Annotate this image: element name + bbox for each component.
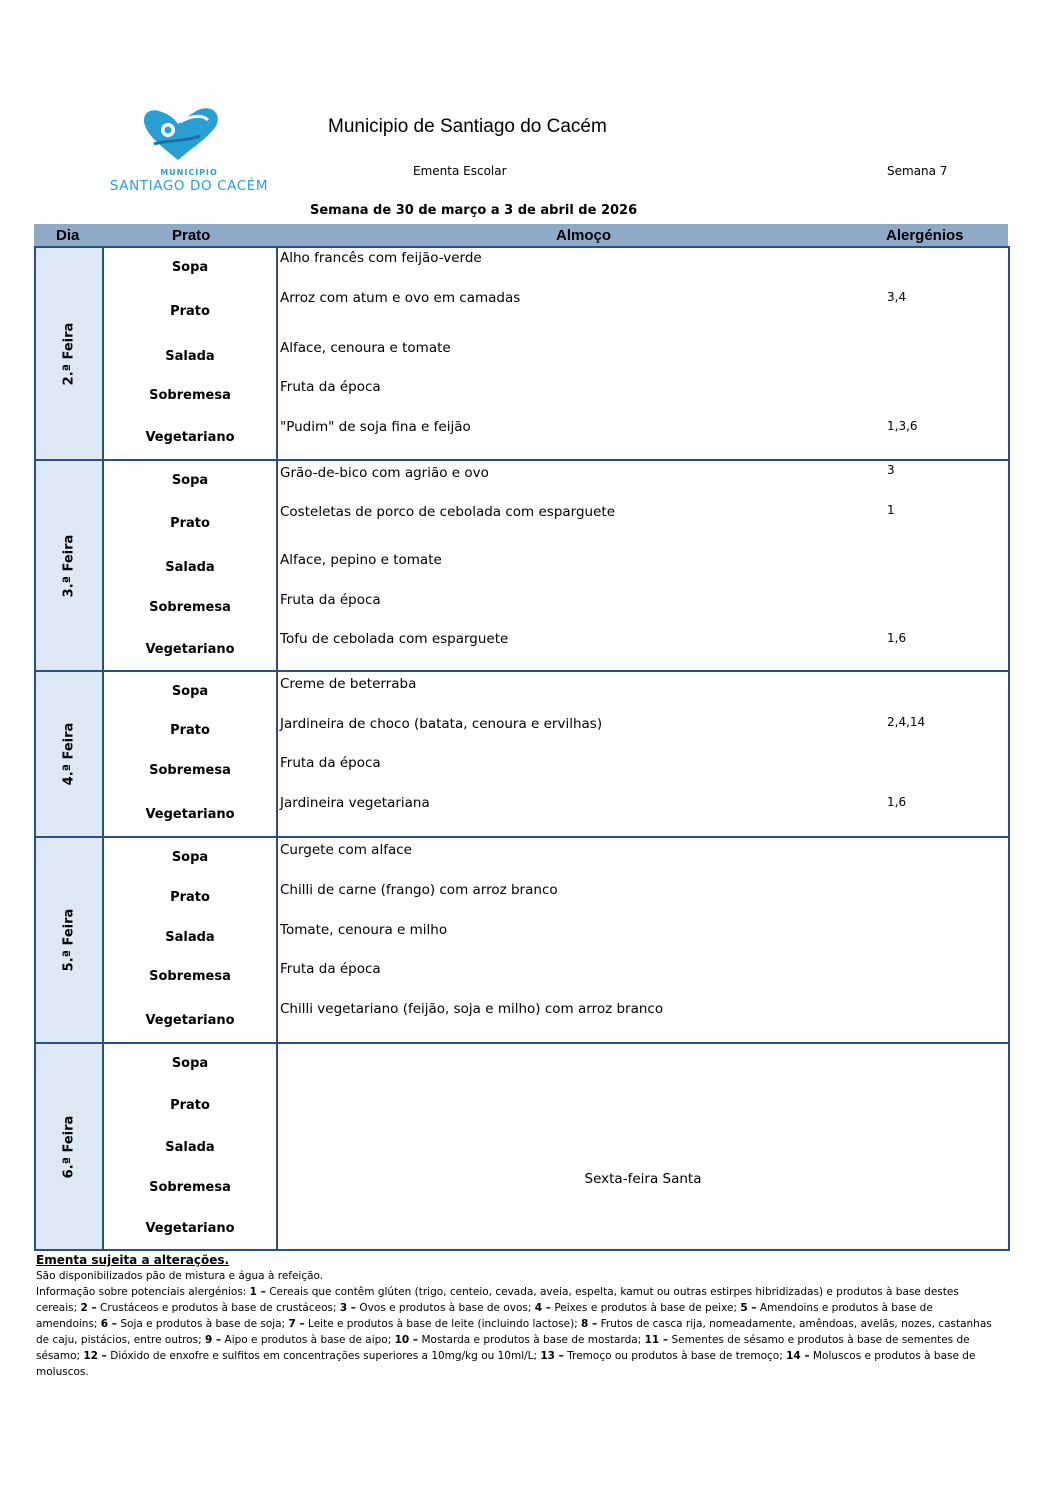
allergen-info (36, 1284, 996, 1380)
allergen-number: 10 – (394, 1334, 419, 1346)
day-label: 2.ª Feira (36, 248, 104, 459)
allergen-description: Cereais que contêm glúten (trigo, centeio, cevada, aveia, espelta, kamut ou outras estirpes hibridizadas) e produtos à base destes cereais; (36, 1286, 959, 1314)
prato-label: Sopa (171, 473, 209, 488)
prato-label: Salada (165, 349, 215, 364)
day-block-thursday (34, 836, 1010, 1044)
prato-label: Salada (165, 560, 215, 575)
day-label: 6.ª Feira (36, 1044, 104, 1249)
allergen-codes: 1 (887, 503, 895, 517)
header-dia: Dia (56, 227, 80, 244)
allergen-description: Crustáceos e produtos à base de crustáceos; (96, 1302, 340, 1314)
prato-label: Sobremesa (149, 388, 231, 403)
allergen-codes: 1,6 (887, 631, 907, 645)
prato-label: Sopa (171, 684, 209, 699)
holiday-note: Sexta-feira Santa (584, 1171, 702, 1187)
allergen-description: Mostarda e produtos à base de mostarda; (418, 1334, 645, 1346)
prato-column (104, 1044, 278, 1249)
logo-top-text: MUNICÍPIO (160, 168, 218, 177)
day-label: 4.ª Feira (36, 672, 104, 836)
allergen-description: Peixes e produtos à base de peixe; (550, 1302, 741, 1314)
dish-text: Grão-de-bico com agrião e ovo (280, 465, 489, 481)
dish-text: Fruta da época (280, 592, 381, 608)
week-number: Semana 7 (887, 164, 948, 178)
logo-name: SANTIAGO DO CACÉM (109, 178, 269, 194)
allergen-number: 6 – (100, 1318, 118, 1330)
allergen-number: 11 – (644, 1334, 669, 1346)
prato-label: Vegetariano (145, 807, 235, 822)
prato-label: Vegetariano (145, 1013, 235, 1028)
day-label: 3.ª Feira (36, 461, 104, 670)
dish-text: Tomate, cenoura e milho (280, 922, 448, 938)
allergen-codes: 3 (887, 463, 895, 477)
allergen-number: 12 – (83, 1350, 107, 1362)
prato-label: Prato (170, 1098, 210, 1113)
allergen-intro: Informação sobre potenciais alergénios: (36, 1286, 250, 1298)
allergen-number: 3 – (339, 1302, 357, 1314)
prato-label: Sopa (171, 260, 209, 275)
dish-text: Costeletas de porco de cebolada com esparguete (280, 504, 616, 520)
dish-text: Tofu de cebolada com esparguete (280, 631, 509, 647)
prato-label: Vegetariano (145, 642, 235, 657)
dish-text: Fruta da época (280, 961, 381, 977)
allergen-codes: 1,3,6 (887, 419, 918, 433)
allergen-codes: 3,4 (887, 290, 907, 304)
allergen-description: Amendoins e produtos à base de amendoins; (36, 1302, 933, 1330)
allergen-number: 14 – (786, 1350, 810, 1362)
prato-column (104, 672, 278, 836)
prato-label: Prato (170, 723, 210, 738)
prato-column (104, 838, 278, 1042)
prato-label: Prato (170, 516, 210, 531)
footer-disclaimer: Ementa sujeita a alterações. (36, 1253, 230, 1267)
dish-text: Curgete com alface (280, 842, 412, 858)
allergen-number: 5 – (740, 1302, 757, 1314)
dish-text: Creme de beterraba (280, 676, 417, 692)
dish-text: Chilli vegetariano (feijão, soja e milho) com arroz branco (280, 1001, 664, 1017)
prato-label: Sopa (171, 1056, 209, 1071)
allergen-description: Sementes de sésamo e produtos à base de sementes de sésamo; (36, 1334, 970, 1362)
dish-text: Alface, pepino e tomate (280, 552, 442, 568)
header-alergenios: Alergénios (886, 227, 964, 244)
page-title: Municipio de Santiago do Cacém (328, 116, 607, 137)
dish-text: Fruta da época (280, 755, 381, 771)
allergen-description: Dióxido de enxofre e sulfitos em concentrações superiores a 10mg/kg ou 10ml/L; (106, 1350, 541, 1362)
prato-column (104, 461, 278, 670)
dish-text: "Pudim" de soja fina e feijão (280, 419, 471, 435)
prato-column (104, 248, 278, 459)
dish-text: Jardineira vegetariana (280, 795, 430, 811)
header-almoco: Almoço (556, 227, 612, 244)
allergen-codes: 1,6 (887, 795, 907, 809)
day-block-monday (34, 246, 1010, 461)
allergen-number: 4 – (534, 1302, 551, 1314)
allergen-description: Aipo e produtos à base de aipo; (221, 1334, 395, 1346)
day-label: 5.ª Feira (36, 838, 104, 1042)
footer-notes (36, 1252, 996, 1380)
prato-label: Vegetariano (145, 1221, 235, 1236)
prato-label: Sobremesa (149, 600, 231, 615)
day-block-friday (34, 1042, 1010, 1251)
allergen-number: 2 – (80, 1302, 97, 1314)
week-range: Semana de 30 de março a 3 de abril de 2026 (310, 203, 638, 218)
prato-label: Prato (170, 304, 210, 319)
prato-label: Vegetariano (145, 430, 235, 445)
allergen-description: Leite e produtos à base de leite (incluindo lactose); (304, 1318, 582, 1330)
allergen-description: Soja e produtos à base de soja; (117, 1318, 289, 1330)
dish-text: Alface, cenoura e tomate (280, 340, 451, 356)
dish-text: Chilli de carne (frango) com arroz branco (280, 882, 558, 898)
header-prato: Prato (172, 227, 211, 244)
allergen-description: Moluscos e produtos à base de moluscos. (36, 1350, 976, 1378)
dish-text: Fruta da época (280, 379, 381, 395)
prato-label: Prato (170, 890, 210, 905)
allergen-description: Frutos de casca rija, nomeadamente, amêndoas, avelãs, nozes, castanhas de caju, pistácios, entre outros; (36, 1318, 992, 1346)
table-header (34, 224, 1008, 246)
allergen-codes: 2,4,14 (887, 715, 926, 729)
allergen-number: 1 – (249, 1286, 266, 1298)
page-subtitle: Ementa Escolar (413, 164, 507, 178)
footer-bread-water: São disponibilizados pão de mistura e água à refeição. (36, 1270, 324, 1282)
allergen-number: 8 – (581, 1318, 598, 1330)
allergen-number: 7 – (288, 1318, 305, 1330)
day-block-tuesday (34, 459, 1010, 672)
prato-label: Salada (165, 1140, 215, 1155)
allergen-description: Tremoço ou produtos à base de tremoço; (563, 1350, 787, 1362)
dish-text: Alho francês com feijão-verde (280, 250, 482, 266)
prato-label: Sopa (171, 850, 209, 865)
allergen-number: 9 – (204, 1334, 222, 1346)
day-block-wednesday (34, 670, 1010, 838)
prato-label: Salada (165, 930, 215, 945)
prato-label: Sobremesa (149, 1180, 231, 1195)
allergen-number: 13 – (540, 1350, 564, 1362)
dish-text: Jardineira de choco (batata, cenoura e ervilhas) (280, 716, 603, 732)
prato-label: Sobremesa (149, 763, 231, 778)
dish-text: Arroz com atum e ovo em camadas (280, 290, 521, 306)
prato-label: Sobremesa (149, 969, 231, 984)
allergen-description: Ovos e produtos à base de ovos; (356, 1302, 535, 1314)
